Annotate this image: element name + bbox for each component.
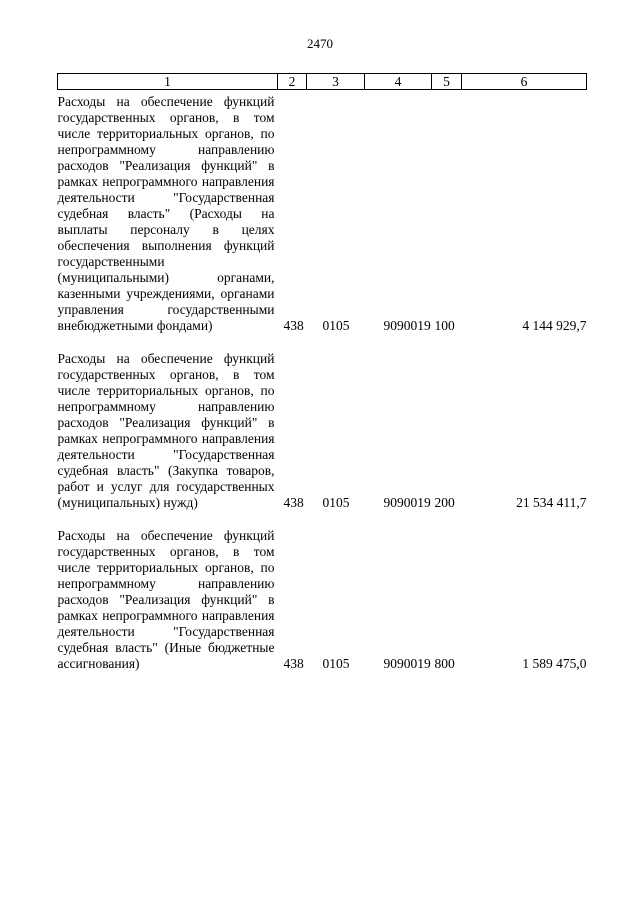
- table-header: [58, 74, 587, 90]
- header-col-4: 4: [365, 74, 432, 90]
- header-col-5: 5: [432, 74, 462, 90]
- header-col-6: 6: [462, 74, 587, 90]
- row-col2-value: 438: [283, 656, 304, 671]
- row-col2-value: 438: [283, 318, 304, 333]
- page-number: 2470: [307, 36, 333, 51]
- row-description: Расходы на обеспечение функций государственных органов, в том числе территориальных органов, по непрограммному направлению расходов "Реализация функций" в рамках непрограммного направления деятельности "Государственная судебная власть" (Закупка товаров, работ и услуг для государственных (муниципальных) нужд): [57, 351, 275, 510]
- budget-table: [57, 73, 587, 672]
- row-col4-value: 9090019: [383, 656, 431, 671]
- header-col-1: 1: [58, 74, 278, 90]
- header-col-2: 2: [278, 74, 307, 90]
- table-row: [58, 90, 587, 335]
- table-row: [58, 524, 587, 672]
- row-col3-value: 0105: [322, 656, 350, 671]
- row-amount: 21 534 411,7: [516, 495, 587, 510]
- budget-table-container: [57, 73, 586, 672]
- row-col5-value: 800: [434, 656, 455, 671]
- table-body: [58, 90, 587, 673]
- row-col2-value: 438: [283, 495, 304, 510]
- row-col3-value: 0105: [322, 495, 350, 510]
- table-row: [58, 347, 587, 511]
- header-col-3: 3: [307, 74, 365, 90]
- row-col4-value: 9090019: [383, 318, 431, 333]
- row-description: Расходы на обеспечение функций государственных органов, в том числе территориальных органов, по непрограммному направлению расходов "Реализация функций" в рамках непрограммного направления деятельности "Государственная судебная власть" (Иные бюджетные ассигнования): [57, 528, 275, 671]
- row-description: Расходы на обеспечение функций государственных органов, в том числе территориальных органов, по непрограммному направлению расходов "Реализация функций" в рамках непрограммного направления деятельности "Государственная судебная власть" (Расходы на выплаты персоналу в целях обеспечения выполнения функций государственными (муниципальными) органами, казенными учреждениями, органами управления государственными внебюджетными фондами): [57, 94, 275, 333]
- row-amount: 1 589 475,0: [522, 656, 587, 671]
- row-amount: 4 144 929,7: [522, 318, 587, 333]
- row-col4-value: 9090019: [383, 495, 431, 510]
- row-spacer: [58, 511, 587, 524]
- row-col3-value: 0105: [322, 318, 350, 333]
- row-col5-value: 100: [434, 318, 455, 333]
- row-spacer: [58, 334, 587, 347]
- row-col5-value: 200: [434, 495, 455, 510]
- header-row: [58, 74, 587, 90]
